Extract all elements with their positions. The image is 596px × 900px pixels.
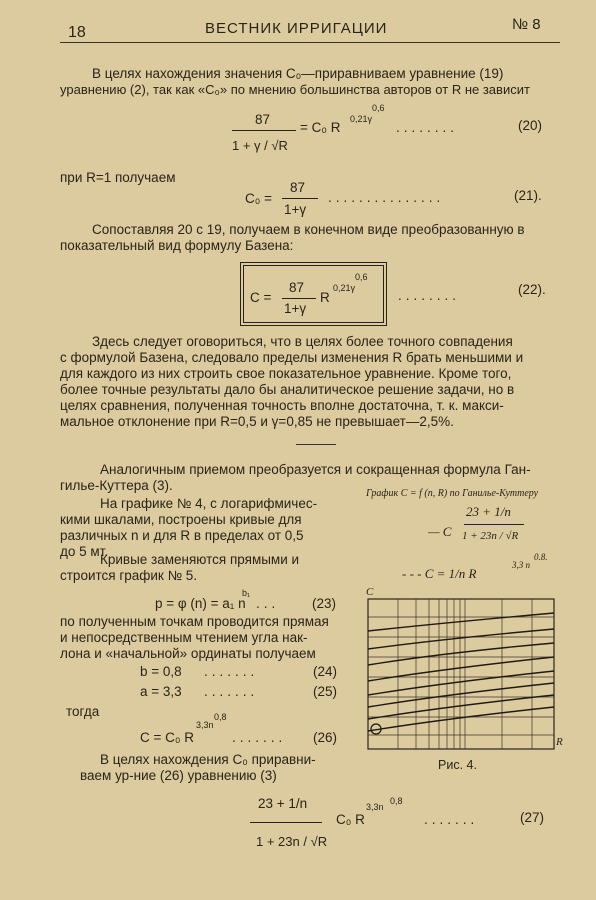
intro-line-2: уравнению (2), так как «C₀» по мнению большинства авторов от R не зависит [60, 82, 530, 97]
compare-line-1: Сопоставляя 20 с 19, получаем в конечном виде преобразованную в [92, 222, 525, 237]
eq20-tag: (20) [518, 118, 543, 133]
figure-4-chart [362, 585, 562, 757]
eq23-tag: (23) [312, 596, 337, 611]
eq22-exponent-2: 0,6 [355, 272, 368, 282]
eq21-tag: (21). [514, 188, 542, 203]
left-col-line-4: до 5 мт. [60, 544, 109, 559]
eq22-numerator: 87 [289, 280, 305, 295]
left-col4-line-1: В целях нахождения C₀ приравни- [100, 752, 316, 767]
eq20-fraction-bar [232, 130, 296, 131]
eq21-numerator: 87 [290, 180, 306, 195]
eq21-fraction-bar [282, 198, 318, 199]
eq27-tag: (27) [520, 810, 545, 825]
chart-curves [368, 613, 554, 731]
eq24-tag: (24) [313, 664, 338, 679]
chart-legend-title: График C = f (n, R) по Ганилье-Куттеру [366, 488, 539, 499]
eq23-text: p = φ (n) = a₁ n [155, 596, 246, 611]
eq22-dots: ........ [398, 288, 461, 303]
eq25-text: a = 3,3 [140, 684, 182, 699]
note-line-6: мальное отклонение при R=0,5 и γ=0,85 не превышает—2,5%. [60, 414, 454, 429]
eq24-dots: ....... [204, 664, 259, 679]
curve-7 [368, 695, 554, 719]
note-line-3: для каждого из них строить свое показательное уравнение. Кроме того, [60, 366, 512, 381]
legend-numerator: 23 + 1/n [466, 504, 511, 519]
legend-line-2: - - - C = 1/n R [402, 566, 477, 581]
legend-exponent-2: 0.8. [534, 552, 548, 562]
left-col-line-3: различных n и для R в пределах от 0,5 [60, 528, 304, 543]
left-col3-line-3: лона и «начальной» ординаты получаем [60, 646, 316, 661]
eq27-dots: ....... [424, 812, 479, 827]
ganguillet-line-1: Аналогичным приемом преобразуется и сокращенная формула Ган- [100, 462, 531, 477]
ganguillet-line-2: гилье-Куттера (3). [60, 478, 173, 493]
eq21-denominator: 1+γ [284, 202, 307, 217]
eq20-dots: ........ [396, 120, 459, 135]
eq26-exponent-2: 0,8 [214, 712, 227, 722]
eq23-exponent: b₁ [242, 588, 251, 598]
left-col2-line-1: Кривые заменяются прямыми и [100, 552, 300, 567]
legend-exponent: 3,3 n [512, 560, 530, 570]
eq26-dots: ....... [232, 730, 287, 745]
eq26-exponent: 3,3n [196, 720, 214, 730]
journal-title: ВЕСТНИК ИРРИГАЦИИ [205, 20, 388, 37]
eq27-denominator: 1 + 23n / √R [256, 834, 328, 849]
eq26-tag: (26) [313, 730, 338, 745]
eq27-rhs: C₀ R [336, 812, 365, 827]
curve-6 [368, 683, 554, 707]
issue-number: № 8 [512, 16, 541, 33]
eq21-lhs: C₀ = [245, 191, 272, 206]
eq21-dots: ............... [328, 190, 445, 205]
r-equals-one-text: при R=1 получаем [60, 170, 176, 185]
left-col4-line-2: ваем ур-ние (26) уравнению (3) [80, 768, 277, 783]
left-col3-line-2: и непосредственным чтением угла нак- [60, 630, 308, 645]
chart-y-label: C [366, 586, 374, 598]
eq22-lhs: C = [250, 290, 272, 305]
figure-caption: Рис. 4. [438, 758, 477, 772]
eq27-exponent: 3,3n [366, 802, 384, 812]
eq20-denominator: 1 + γ / √R [232, 138, 288, 153]
eq22-denominator: 1+γ [284, 301, 307, 316]
eq25-dots: ....... [204, 684, 259, 699]
eq22-tag: (22). [518, 282, 546, 297]
eq20-rhs: = C₀ R [300, 120, 341, 135]
note-line-1: Здесь следует оговориться, что в целях более точного совпадения [92, 334, 513, 349]
compare-line-2: показательный вид формулу Базена: [60, 238, 294, 253]
eq27-exponent-2: 0,8 [390, 796, 403, 806]
chart-x-label: R [556, 736, 563, 748]
legend-bar [464, 524, 524, 525]
left-col-line-2: кими шкалами, построены кривые для [60, 512, 302, 527]
section-divider [296, 444, 336, 445]
eq27-numerator: 23 + 1/n [258, 796, 308, 811]
curve-8 [368, 707, 554, 731]
eq27-fraction-bar [250, 822, 322, 823]
eq20-exponent-2: 0,6 [372, 103, 385, 113]
header-rule [60, 42, 560, 43]
eq20-exponent: 0,21γ [350, 114, 373, 124]
eq22-fraction-bar [282, 298, 316, 299]
left-col2-line-2: строится график № 5. [60, 568, 198, 583]
eq22-exponent: 0,21γ [333, 283, 356, 293]
eq22-r: R [320, 290, 330, 305]
legend-denominator: 1 + 23n / √R [462, 530, 519, 542]
eq25-tag: (25) [313, 684, 338, 699]
note-line-2: с формулой Базена, следовало пределы изменения R брать меньшими и [60, 350, 524, 365]
eq24-text: b = 0,8 [140, 664, 182, 679]
left-col3-line-1: по полученным точкам проводится прямая [60, 614, 329, 629]
note-line-4: более точные результаты дало бы аналитическое решение задачи, но в [60, 382, 515, 397]
intro-line-1: В целях нахождения значения C₀—приравниваем уравнение (19) [92, 66, 504, 81]
curve-3 [368, 643, 554, 665]
curve-1 [368, 613, 554, 631]
note-line-5: целях сравнения, полученная точность вполне достаточна, т. к. макси- [60, 398, 504, 413]
eq20-numerator: 87 [255, 112, 271, 127]
eq23-dots: ... [256, 596, 280, 611]
eq26-text: C = C₀ R [140, 730, 194, 745]
togda-text: тогда [66, 704, 100, 719]
left-col-line-1: На графике № 4, с логарифмичес- [100, 496, 318, 511]
page-number: 18 [68, 24, 86, 41]
curve-5 [368, 671, 554, 695]
legend-line-1: — C [428, 524, 452, 539]
